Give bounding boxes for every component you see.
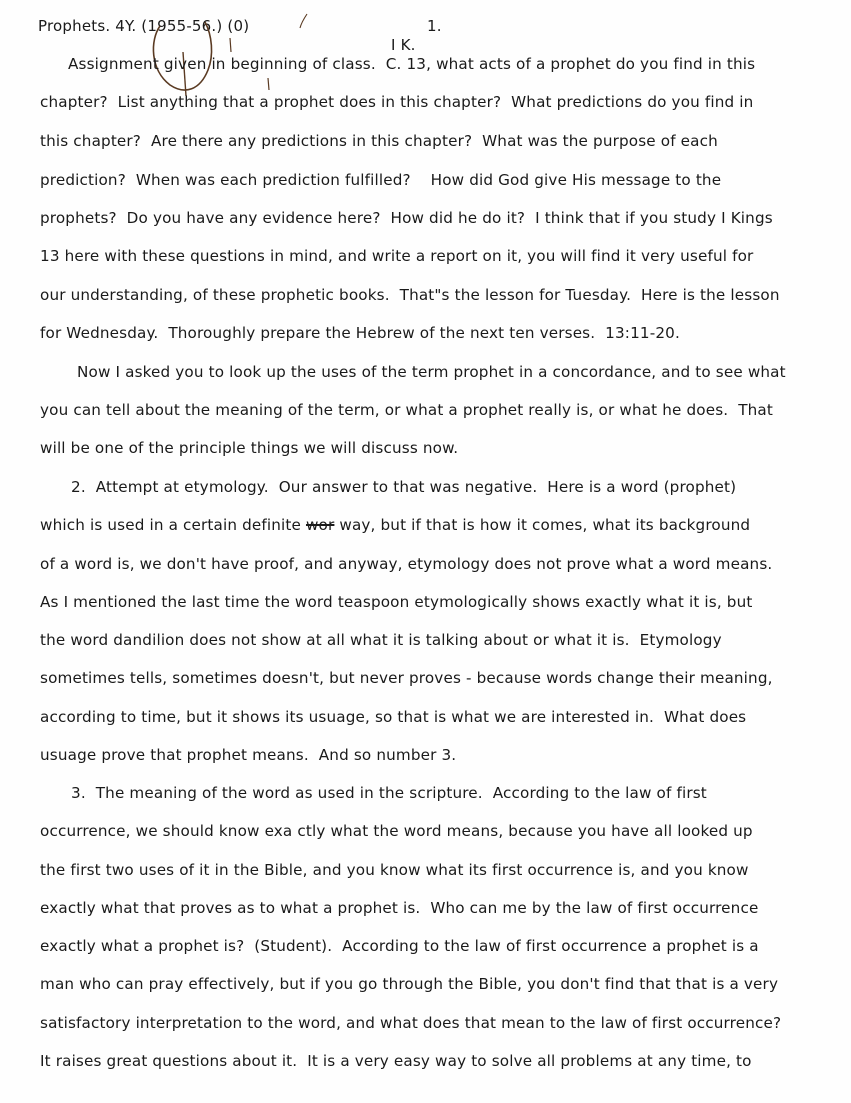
text-line: It raises great questions about it. It is a very easy way to solve all problems at any time, to	[40, 1052, 752, 1070]
text-line: exactly what a prophet is? (Student). According to the law of first occurrence a prophet is a	[40, 937, 759, 955]
text-line: for Wednesday. Thoroughly prepare the Hebrew of the next ten verses. 13:11-20.	[40, 324, 680, 342]
struck-word: wor	[305, 516, 335, 534]
text-line: satisfactory interpretation to the word, and what does that mean to the law of first occurrence?	[40, 1014, 782, 1032]
text-line: man who can pray effectively, but if you go through the Bible, you don't find that that is a very	[40, 975, 779, 993]
text-line: As I mentioned the last time the word teaspoon etymologically shows exactly what it is, but	[40, 593, 753, 611]
text-line: 13 here with these questions in mind, and write a report on it, you will find it very useful for	[40, 247, 754, 265]
header-title: Prophets. 4Y. (1955-56.) (0)	[38, 17, 250, 35]
text-line: 3. The meaning of the word as used in the scripture. According to the law of first	[71, 784, 707, 802]
text-segment: way, but if that is how it comes, what its background	[334, 516, 751, 534]
text-line: usuage prove that prophet means. And so number 3.	[40, 746, 457, 764]
text-line: this chapter? Are there any predictions in this chapter? What was the purpose of each	[40, 132, 718, 150]
text-line: you can tell about the meaning of the term, or what a prophet really is, or what he does. That	[40, 401, 773, 419]
text-line: of a word is, we don't have proof, and anyway, etymology does not prove what a word means.	[40, 555, 773, 573]
text-line	[40, 514, 750, 536]
header-initials: I K.	[391, 36, 416, 54]
text-line: chapter? List anything that a prophet does in this chapter? What predictions do you find in	[40, 93, 754, 111]
text-segment: which is used in a certain definite	[40, 516, 306, 534]
text-line: according to time, but it shows its usuage, so that is what we are interested in. What does	[40, 708, 747, 726]
text-line: prediction? When was each prediction fulfilled? How did God give His message to the	[40, 171, 722, 189]
text-line: occurrence, we should know exa ctly what the word means, because you have all looked up	[40, 822, 753, 840]
text-line: 2. Attempt at etymology. Our answer to that was negative. Here is a word (prophet)	[71, 478, 737, 496]
text-line: Assignment given in beginning of class. C. 13, what acts of a prophet do you find in this	[68, 55, 756, 73]
text-line: the word dandilion does not show at all what it is talking about or what it is. Etymology	[40, 631, 722, 649]
text-line: sometimes tells, sometimes doesn't, but never proves - because words change their meaning,	[40, 669, 773, 687]
text-line: our understanding, of these prophetic books. That"s the lesson for Tuesday. Here is the lesson	[40, 286, 780, 304]
page-number: 1.	[427, 17, 442, 35]
text-line: prophets? Do you have any evidence here? How did he do it? I think that if you study I Kings	[40, 209, 773, 227]
text-line: Now I asked you to look up the uses of the term prophet in a concordance, and to see what	[77, 363, 786, 381]
text-line: exactly what that proves as to what a prophet is. Who can me by the law of first occurrence	[40, 899, 759, 917]
text-line: will be one of the principle things we will discuss now.	[40, 439, 459, 457]
text-line: the first two uses of it in the Bible, and you know what its first occurrence is, and you know	[40, 861, 749, 879]
